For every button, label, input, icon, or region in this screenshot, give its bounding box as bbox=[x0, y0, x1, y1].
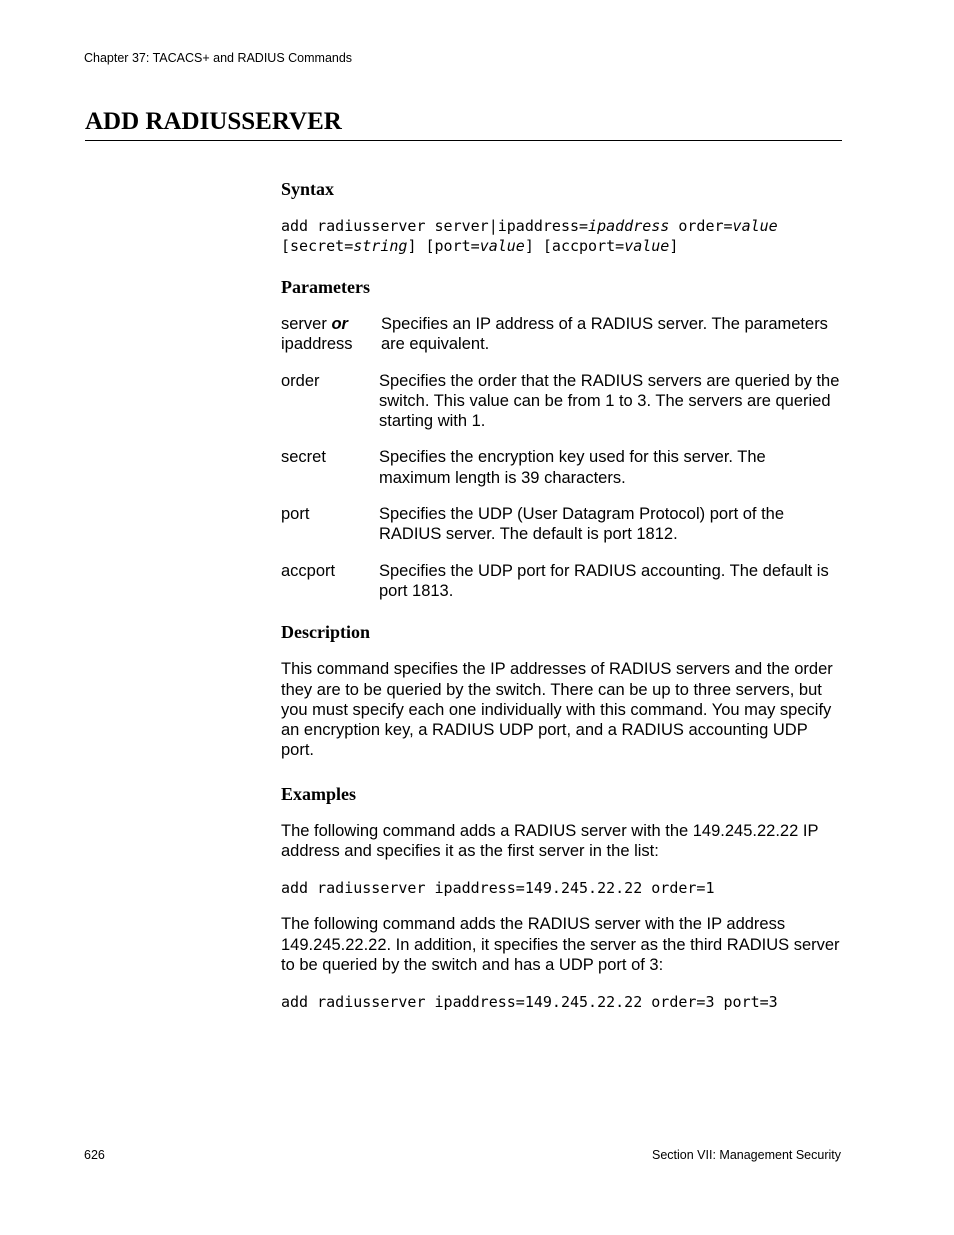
syntax-text: order= bbox=[669, 217, 733, 235]
syntax-block bbox=[281, 216, 841, 256]
examples-heading: Examples bbox=[281, 783, 357, 804]
parameter-row-accport bbox=[281, 561, 841, 602]
syntax-variable: value bbox=[624, 237, 670, 255]
example-1-code: add radiusserver ipaddress=149.245.22.22 order=1 bbox=[281, 879, 715, 898]
parameter-description: Specifies the encryption key used for this server. The maximum length is 39 characters. bbox=[379, 448, 766, 487]
syntax-variable: string bbox=[353, 237, 408, 255]
example-2-code: add radiusserver ipaddress=149.245.22.22 order=3 port=3 bbox=[281, 993, 778, 1012]
example-1-intro: The following command adds a RADIUS server with the 149.245.22.22 IP address and specifies it as the first server in the list: bbox=[281, 821, 819, 861]
parameter-or: or bbox=[331, 315, 348, 333]
description-text: This command specifies the IP addresses of RADIUS servers and the order they are to be queried by the switch. There can be up to three servers, but you must specify each one individually with this command. You may specify an encryption key, a RADIUS UDP port, and a RADIUS accounting UDP port. bbox=[281, 660, 833, 760]
parameter-row-server bbox=[281, 314, 841, 355]
syntax-variable: ipaddress bbox=[588, 217, 670, 235]
parameter-row-port bbox=[281, 504, 841, 545]
description-heading: Description bbox=[281, 622, 370, 643]
parameter-description: Specifies the UDP port for RADIUS accounting. The default is port 1813. bbox=[379, 561, 829, 600]
syntax-text: ] bbox=[669, 237, 679, 255]
content-column bbox=[281, 178, 841, 1012]
syntax-text: add radiusserver server|ipaddress= bbox=[281, 217, 589, 235]
parameter-name bbox=[281, 314, 379, 355]
running-footer-section: Section VII: Management Security bbox=[652, 1148, 841, 1162]
parameter-row-order bbox=[281, 371, 841, 432]
syntax-line-1 bbox=[281, 216, 841, 236]
syntax-text: ] [port= bbox=[407, 237, 480, 255]
syntax-variable: value bbox=[732, 217, 778, 235]
parameter-name: secret bbox=[281, 448, 326, 467]
parameter-name: order bbox=[281, 371, 320, 390]
parameter-name-text: server bbox=[281, 315, 332, 333]
parameter-description: Specifies an IP address of a RADIUS server. The parameters are equivalent. bbox=[381, 315, 828, 354]
page-number: 626 bbox=[84, 1148, 105, 1162]
running-header: Chapter 37: TACACS+ and RADIUS Commands bbox=[84, 51, 353, 65]
syntax-heading: Syntax bbox=[281, 179, 335, 199]
syntax-text: [secret= bbox=[281, 237, 354, 255]
syntax-line-2 bbox=[281, 236, 841, 256]
title-rule bbox=[85, 140, 842, 141]
example-2-intro: The following command adds the RADIUS server with the IP address 149.245.22.22. In addition, it specifies the server as the third RADIUS server to be queried by the switch and has a UDP port of 3: bbox=[281, 915, 840, 974]
syntax-variable: value bbox=[479, 237, 525, 255]
page-title: ADD RADIUSSERVER bbox=[85, 108, 342, 135]
parameter-row-secret bbox=[281, 447, 841, 488]
parameters-heading: Parameters bbox=[281, 277, 370, 297]
parameter-description: Specifies the order that the RADIUS servers are queried by the switch. This value can be from 1 to 3. The servers are queried starting with 1. bbox=[379, 371, 840, 431]
parameter-name-text: ipaddress bbox=[281, 335, 353, 354]
parameter-name: accport bbox=[281, 561, 336, 580]
parameter-name: port bbox=[281, 505, 310, 524]
syntax-text: ] [accport= bbox=[524, 237, 625, 255]
parameter-description: Specifies the UDP (User Datagram Protocol) port of the RADIUS server. The default is port 1812. bbox=[379, 505, 785, 544]
